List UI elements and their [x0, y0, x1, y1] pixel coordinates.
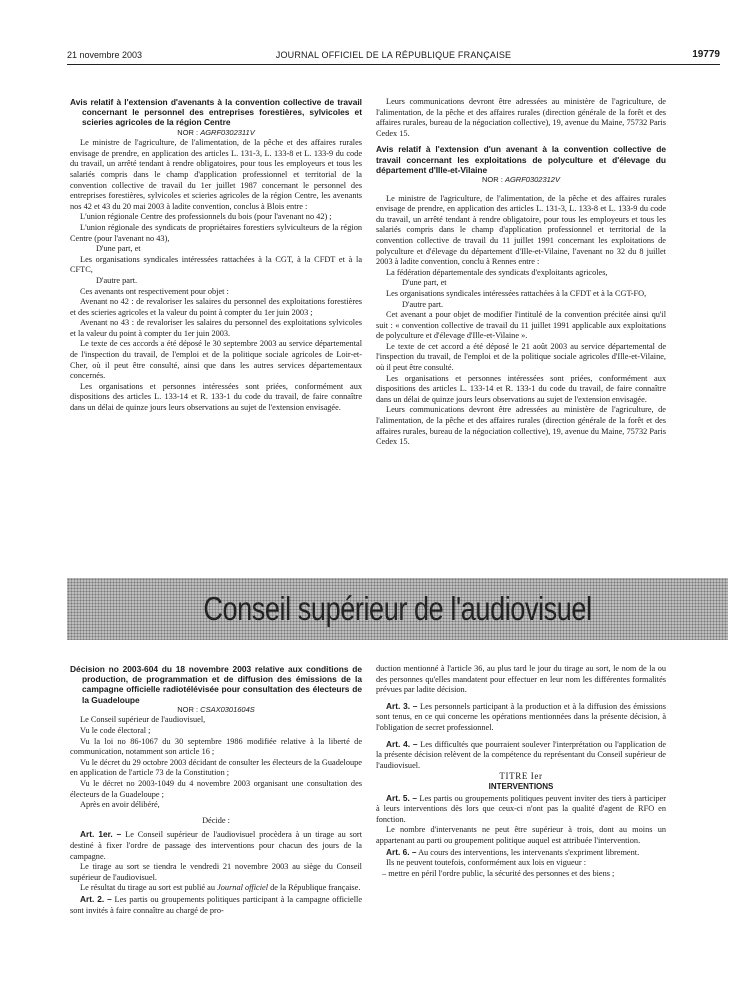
decision-paragraph: Le nombre d'intervenants ne peut être supérieur à trois, dont au moins un appartenant au parti ou groupement politique auquel est attribuée l'intervention. — [376, 825, 666, 845]
decision-paragraph: Ils ne peuvent toutefois, conformément aux lois en vigueur : — [386, 858, 586, 868]
journal-title: JOURNAL OFFICIEL DE LA RÉPUBLIQUE FRANÇAISE — [275, 50, 512, 60]
avis1-title: Avis relatif à l'extension d'avenants à la convention collective de travail concernant le personnel des entreprises forestières, sylvicoles et scieries agricoles de la région Centre — [70, 97, 362, 128]
article-4: Art. 4. – Les difficultés que pourraient soulever l'interprétation ou l'application de la présente décision relèvent de la compétence du représentant du Conseil supérieur de l'audiovisuel. — [376, 738, 666, 770]
avis1-continued-paragraph: Leurs communications devront être adressées au ministère de l'agriculture, de l'alimentation, de la pêche et des affaires rurales (direction générale de la forêt et des affaires rurales, bureau de la négociation collective), 19, avenue du Maine, 75732 Paris Cedex 15. — [376, 97, 666, 138]
decision-nor: NOR : CSAX0301604S — [177, 704, 255, 714]
article-2: Art. 2. – Les partis ou groupements politiques participant à la campagne officielle sont invités à faire connaître au chargé de pro- — [70, 893, 363, 915]
avis2-paragraph: Les organisations et personnes intéressées sont priées, conformément aux dispositions des articles L. 133-14 et R. 133-1 du code du travail, de faire connaître dans un délai de quinze jours leurs observations au sujet de l'extension envisagée. — [376, 373, 666, 404]
page-number: 19779 — [692, 49, 720, 60]
avis2-paragraph: Les organisations syndicales intéressées rattachées à la CFDT et à la CGT-FO, — [386, 288, 647, 298]
avis2-title: Avis relatif à l'extension d'un avenant à la convention collective de travail concernant les exploitations de polyculture et d'élevage du département d'Ille-et-Vilaine — [376, 144, 666, 175]
decision-paragraph: duction mentionné à l'article 36, au plus tard le jour du tirage au sort, le nom de la ou des personnes qu'elles mandatent pour effectuer en leur nom les différentes formalités prévues par ladite décision. — [376, 664, 666, 695]
article-1: Art. 1er. – Le Conseil supérieur de l'audiovisuel procèdera à un tirage au sort destiné à fixer l'ordre de passage des interventions pour chacun des jours de la campagne. — [70, 829, 362, 861]
list-item: – mettre en péril l'ordre public, la sécurité des personnes et des biens ; — [382, 868, 615, 878]
avis1-paragraph: L'union régionale des syndicats de propriétaires forestiers sylviculteurs de la région Centre (pour l'avenant no 43), — [70, 222, 362, 243]
avis1-paragraph: Les organisations syndicales intéressées rattachées à la CGT, à la CFDT et à la CFTC, — [70, 254, 362, 275]
decision-paragraph: Après en avoir délibéré, — [80, 800, 160, 810]
avis2-paragraph: La fédération départementale des syndicats d'exploitants agricoles, — [386, 267, 608, 277]
decision-paragraph: Vu le décret no 2003-1049 du 4 novembre 2003 organisant une consultation des électeurs de la Guadeloupe ; — [70, 778, 362, 799]
decision-paragraph: Le résultat du tirage au sort est publié au Journal officiel de la République française. — [80, 883, 361, 893]
avis1-paragraph: L'union régionale Centre des professionnels du bois (pour l'avenant no 42) ; — [80, 212, 332, 222]
decision-title: Décision no 2003-604 du 18 novembre 2003 relative aux conditions de production, de programmation et de diffusion des émissions de la campagne officielle radiotélévisée pour consultation des électeurs de la Guadeloupe — [70, 664, 362, 705]
article-3: Art. 3. – Les personnels participant à la production et à la diffusion des émissions sont tenus, en ce qui concerne les opérations mentionnées dans la présente décision, à l'obligation de secret professionnel. — [376, 700, 667, 732]
avis1-paragraph: Ces avenants ont respectivement pour objet : — [80, 286, 229, 296]
avis2-paragraph: Leurs communications devront être adressées au ministère de l'agriculture, de l'alimentation, de la pêche et des affaires rurales (direction générale de la forêt et des affaires rurales, bureau de la négociation collective), 19, avenue du Maine, 75732 Paris Cedex 15. — [376, 405, 666, 447]
decision-paragraph: Le Conseil supérieur de l'audiovisuel, — [80, 715, 206, 725]
decision-paragraph: Vu le code électoral ; — [80, 726, 151, 735]
article-6: Art. 6. – Au cours des interventions, les intervenants s'expriment librement. — [386, 846, 640, 857]
decision-continued-column — [376, 664, 666, 879]
decision-paragraph: Vu le décret du 29 octobre 2003 décidant de consulter les électeurs de la Guadeloupe en application de l'article 73 de la Constitution ; — [70, 757, 362, 778]
decision-paragraph: Le tirage au sort se tiendra le vendredi 21 novembre 2003 au siège du Conseil supérieur de l'audiovisuel. — [70, 862, 362, 882]
avis1-paragraph: D'autre part. — [96, 275, 138, 285]
header-date: 21 novembre 2003 — [67, 50, 143, 60]
avis2-column — [376, 97, 666, 448]
interventions-heading: INTERVENTIONS — [488, 781, 554, 791]
avis1-paragraph: Avenant no 43 : de revaloriser les salaires du personnel des exploitations sylvicoles et la valeur du point à compter du 1er juin 2003. — [70, 318, 362, 338]
article-5: Art. 5. – Les partis ou groupements politiques peuvent inviter des tiers à participer à leurs interventions dès lors que ceux-ci n'ont pas la qualité d'agent de RFO en fonction. — [376, 792, 666, 824]
avis2-paragraph: Cet avenant a pour objet de modifier l'intitulé de la convention précitée ainsi qu'il suit : « convention collective de travail du 11 juillet 1991 applicable aux exploitations de polyculture et d'élevage d'Ille-et-Vilaine ». — [376, 310, 666, 341]
avis2-paragraph: D'une part, et — [402, 278, 447, 288]
page-header — [67, 48, 720, 65]
decision-column — [70, 664, 362, 916]
avis2-nor: NOR : AGRF0302312V — [482, 174, 560, 184]
avis1-paragraph: D'une part, et — [96, 244, 141, 254]
avis1-paragraph: Les organisations et personnes intéressées sont priées, conformément aux dispositions des articles L. 133-14 et R. 133-1 du code du travail, de faire connaître dans un délai de quinze jours leurs observations au sujet de l'extension envisagée. — [70, 381, 362, 413]
avis2-paragraph: Le ministre de l'agriculture, de l'alimentation, de la pêche et des affaires rurales envisage de prendre, en application des articles L. 131-3, L. 133-8 et L. 133-9 du code du travail, un arrêté tendant à rendre obligatoire, pour tous les employeurs et tous les salariés compris dans le champ d'application professionnel et territorial de la convention collective de travail du 11 juillet 1991 concernant les exploitations de polyculture et d'élevage du département d'Ille-et-Vilaine, l'avenant no 32 du 8 juillet 2003 à ladite convention, conclu à Rennes entre : — [376, 193, 666, 267]
section-banner — [67, 578, 728, 640]
avis2-paragraph: Le texte de cet accord a été déposé le 21 août 2003 au service départemental de l'inspection du travail, de l'emploi et de la politique sociale agricoles d'Ille-et-Vilaine, où il peut être consulté. — [376, 341, 666, 373]
avis1-paragraph: Avenant no 42 : de revaloriser les salaires du personnel des exploitations forestières et des scieries agricoles et la valeur du point à compter du 1er juin 2003 ; — [70, 297, 362, 317]
avis1-paragraph: Le ministre de l'agriculture, de l'alimentation, de la pêche et des affaires rurales envisage de prendre, en application des articles L. 131-3, L. 133-8 et L. 133-9 du code du travail, un arrêté tendant à rendre obligatoires, pour tous les employeurs et tous les salariés compris dans le champ d'application professionnel et territorial de la convention collective de travail du 1er juillet 1987 concernant le personnel des entreprises forestières, sylvicoles et scieries agricoles de la région Centre, les avenants nos 42 et 43 du 20 mai 2003 à ladite convention, conclus à Blois entre : — [70, 138, 362, 211]
avis1-column — [70, 97, 362, 414]
decision-paragraph: Vu la loi no 86-1067 du 30 septembre 1986 modifiée relative à la liberté de communication, notamment son article 16 ; — [70, 736, 362, 757]
decide-heading: Décide : — [202, 815, 230, 825]
avis1-paragraph: Le texte de ces accords a été déposé le 30 septembre 2003 au service départemental de l'inspection du travail, de l'emploi et de la politique sociale agricoles de Loir-et-Cher, où il peut être consulté, ainsi que dans les autres services départementaux concernés. — [70, 339, 362, 381]
titre-heading: TITRE Ier — [499, 771, 543, 782]
avis1-nor: NOR : AGRF0302311V — [177, 127, 255, 137]
banner-title: Conseil supérieur de l'audiovisuel — [203, 590, 592, 627]
avis2-paragraph: D'autre part. — [402, 299, 444, 309]
